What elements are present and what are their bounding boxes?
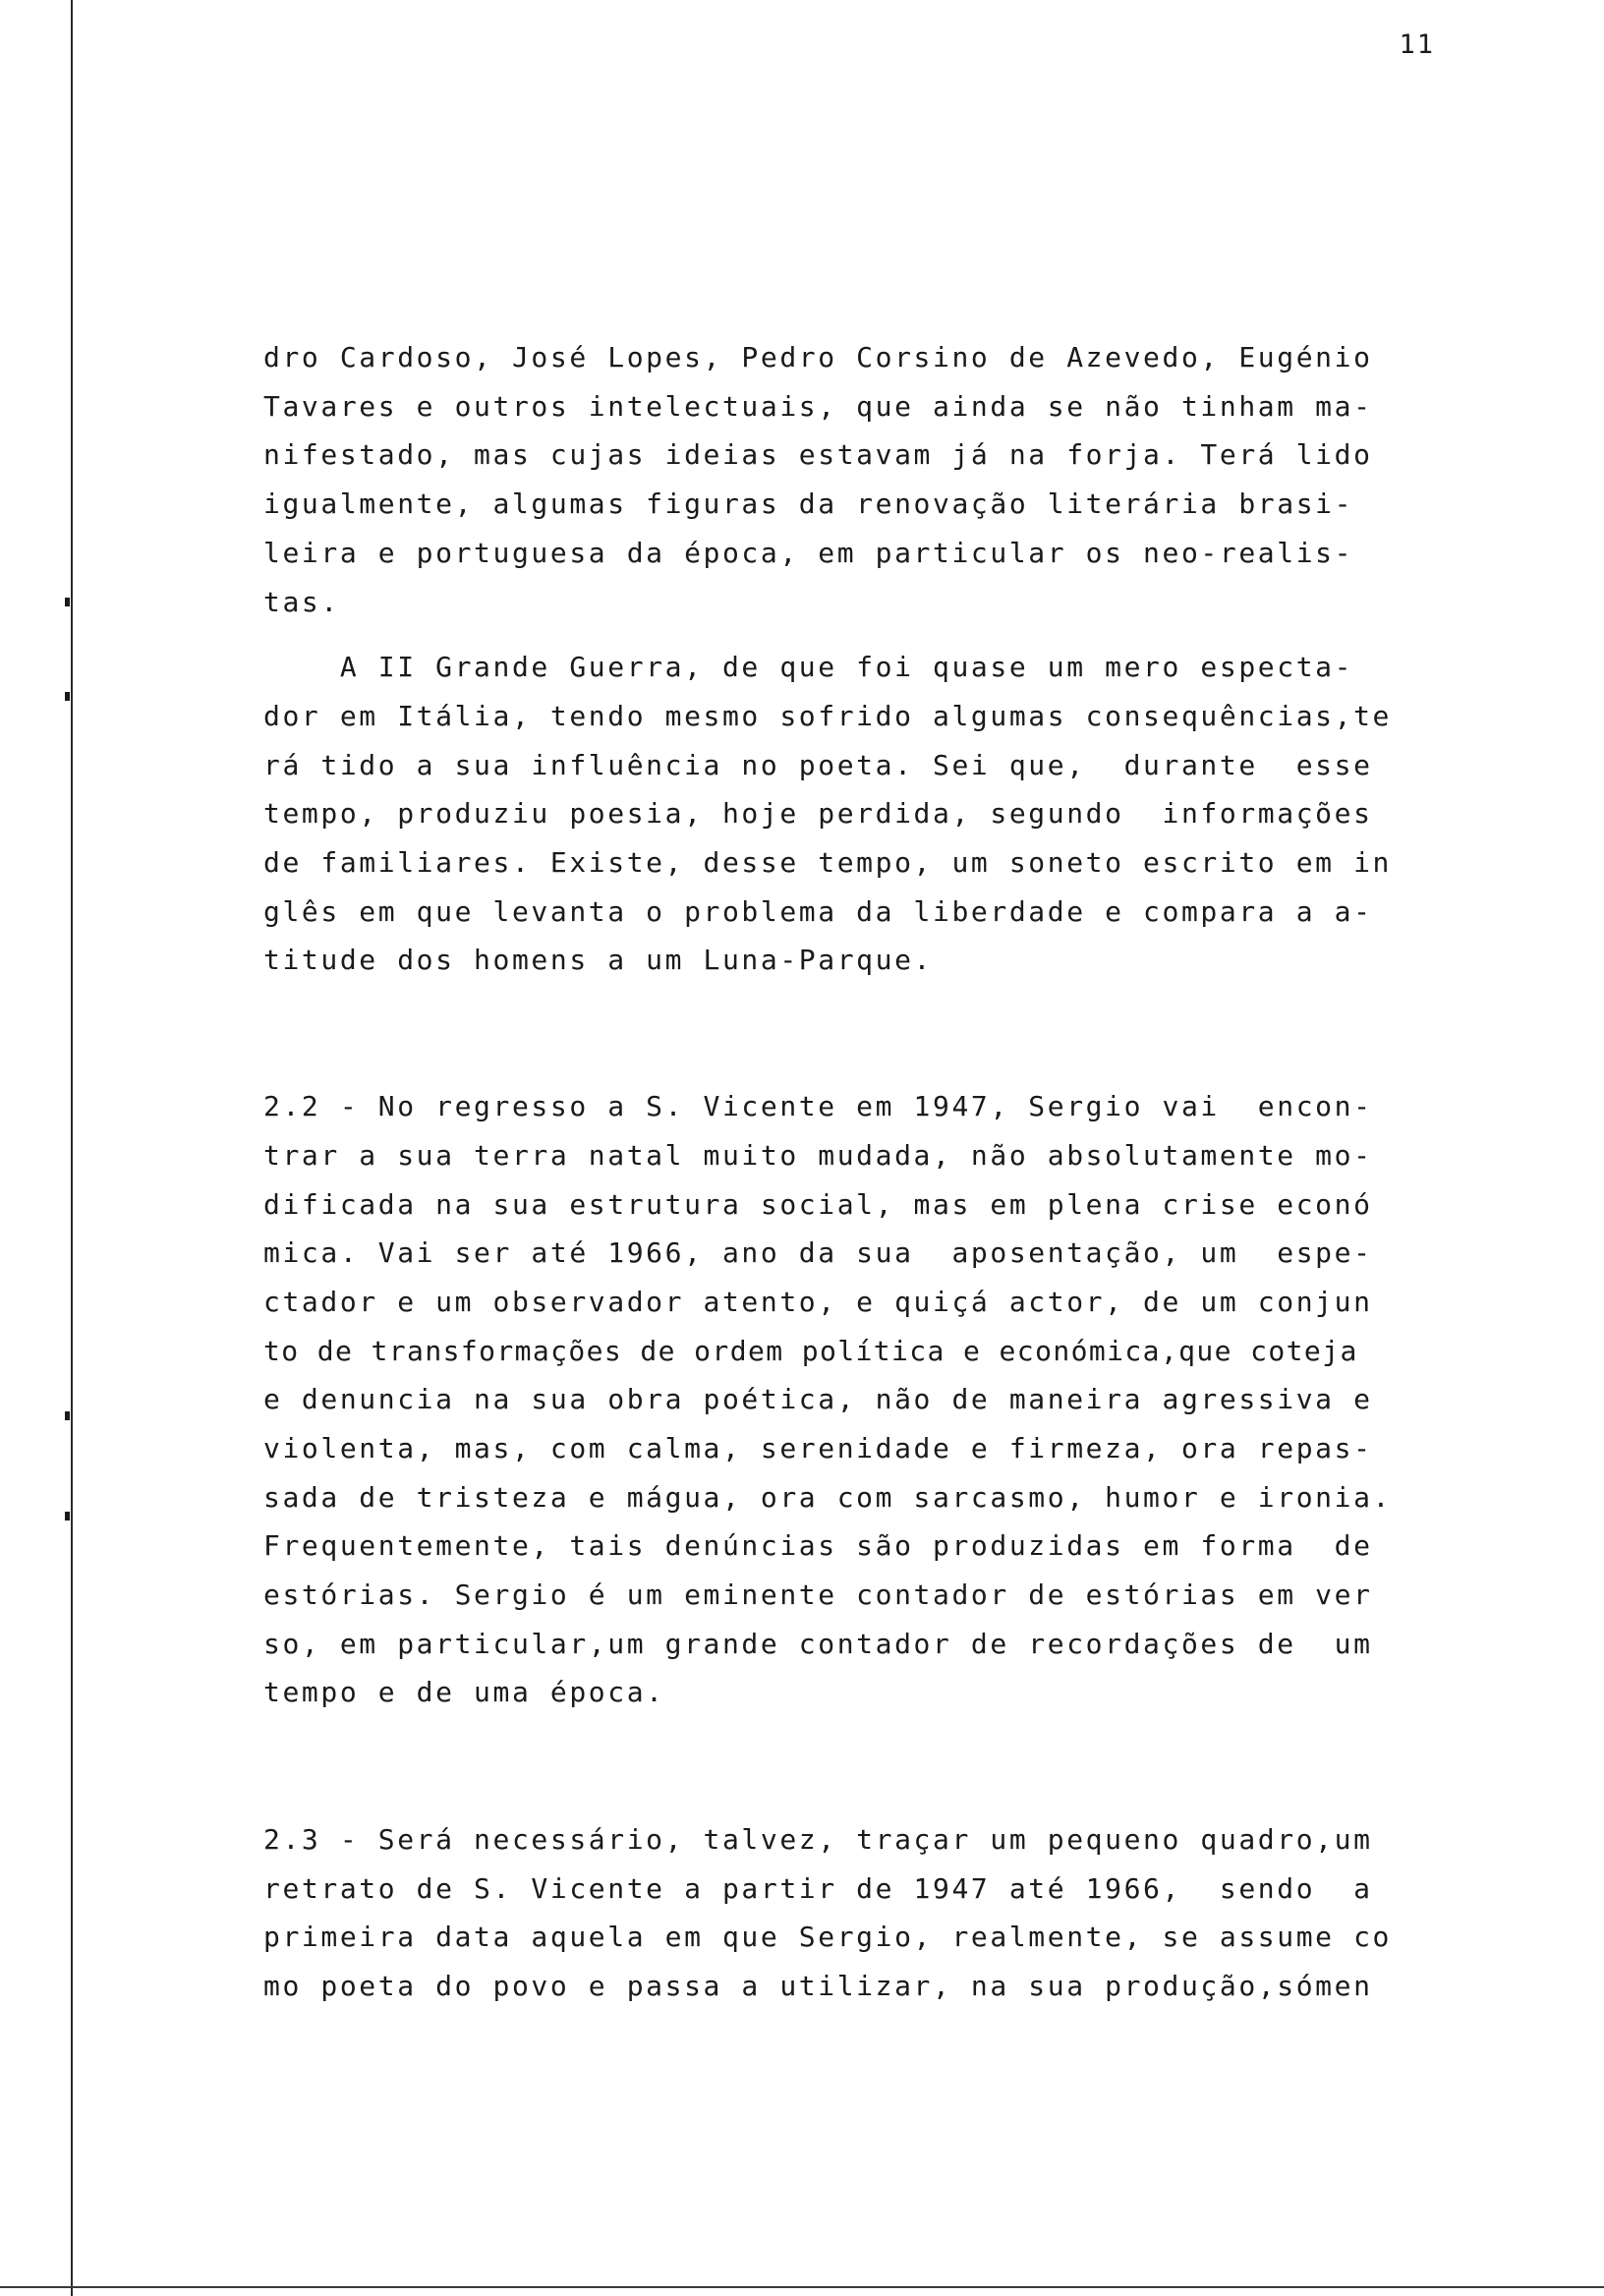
text-line: tempo e de uma época. xyxy=(263,1676,665,1708)
text-line: Tavares e outros intelectuais, que ainda se não tinham ma- xyxy=(263,390,1373,423)
bottom-edge-rule xyxy=(0,2286,1604,2288)
text-line: mo poeta do povo e passa a utilizar, na sua produção,sómen xyxy=(263,1970,1373,2002)
text-line: tempo, produziu poesia, hoje perdida, segundo informações xyxy=(263,797,1373,830)
text-line: rá tido a sua influência no poeta. Sei que, durante esse xyxy=(263,749,1373,781)
text-line: dro Cardoso, José Lopes, Pedro Corsino de Azevedo, Eugénio xyxy=(263,341,1373,373)
text-line: 2.3 - Será necessário, talvez, traçar um pequeno quadro,um xyxy=(263,1823,1373,1856)
text-line: mica. Vai ser até 1966, ano da sua aposentação, um espe- xyxy=(263,1236,1373,1269)
text-line: e denuncia na sua obra poética, não de maneira agressiva e xyxy=(263,1383,1373,1415)
text-line: Frequentemente, tais denúncias são produzidas em forma de xyxy=(263,1529,1373,1562)
text-line: violenta, mas, com calma, serenidade e firmeza, ora repas- xyxy=(263,1432,1373,1464)
text-line: tas. xyxy=(263,586,340,618)
left-margin-rule xyxy=(71,0,73,2296)
text-line: igualmente, algumas figuras da renovação literária brasi- xyxy=(263,488,1354,520)
text-line: estórias. Sergio é um eminente contador de estórias em ver xyxy=(263,1578,1373,1611)
text-line: to de transformações de ordem política e económica,que coteja xyxy=(263,1335,1358,1367)
text-line: sada de tristeza e mágua, ora com sarcasmo, humor e ironia. xyxy=(263,1481,1392,1514)
text-line: de familiares. Existe, desse tempo, um soneto escrito em in xyxy=(263,846,1392,879)
margin-mark xyxy=(65,598,70,606)
margin-mark xyxy=(65,1512,70,1521)
text-line: ctador e um observador atento, e quiçá actor, de um conjun xyxy=(263,1286,1373,1318)
text-line: dor em Itália, tendo mesmo sofrido algumas consequências,te xyxy=(263,700,1392,732)
text-line: primeira data aquela em que Sergio, realmente, se assume co xyxy=(263,1921,1392,1953)
text-line: trar a sua terra natal muito mudada, não absolutamente mo- xyxy=(263,1139,1373,1172)
text-line: so, em particular,um grande contador de recordações de um xyxy=(263,1628,1373,1660)
margin-mark xyxy=(65,692,70,701)
text-line: dificada na sua estrutura social, mas em plena crise econó xyxy=(263,1188,1373,1221)
text-line: titude dos homens a um Luna-Parque. xyxy=(263,944,934,976)
page-number: 11 xyxy=(1399,29,1435,60)
text-line: retrato de S. Vicente a partir de 1947 até 1966, sendo a xyxy=(263,1872,1373,1905)
text-line: glês em que levanta o problema da liberdade e compara a a- xyxy=(263,895,1373,928)
text-line: nifestado, mas cujas ideias estavam já na forja. Terá lido xyxy=(263,438,1373,471)
text-line: A II Grande Guerra, de que foi quase um mero especta- xyxy=(263,651,1354,683)
text-line: 2.2 - No regresso a S. Vicente em 1947, Sergio vai encon- xyxy=(263,1090,1373,1122)
text-line: leira e portuguesa da época, em particular os neo-realis- xyxy=(263,537,1354,569)
margin-mark xyxy=(65,1411,70,1420)
